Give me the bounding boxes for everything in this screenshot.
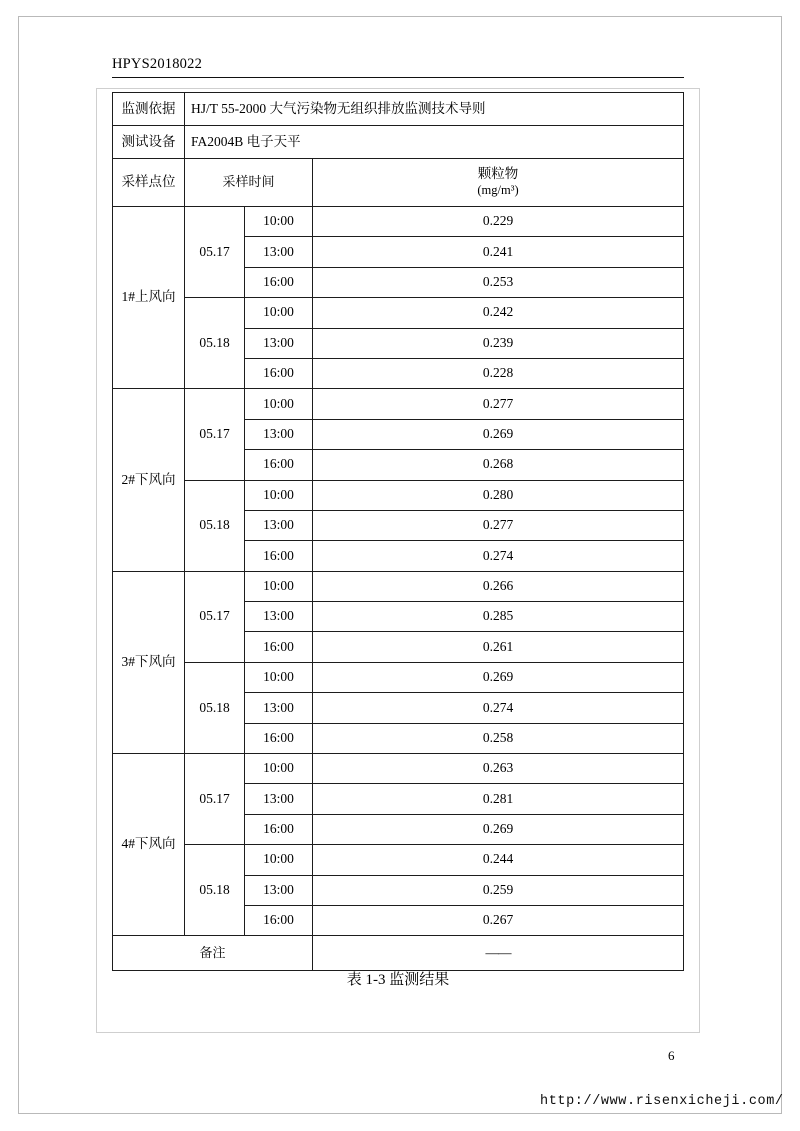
table-row [113, 845, 684, 875]
sample-hour: 16:00 [245, 905, 313, 935]
sample-date: 05.17 [185, 389, 245, 480]
sample-hour: 16:00 [245, 814, 313, 844]
sample-hour: 16:00 [245, 723, 313, 753]
sample-hour: 10:00 [245, 298, 313, 328]
sample-hour: 16:00 [245, 450, 313, 480]
sample-value: 0.285 [313, 602, 684, 632]
sample-value: 0.267 [313, 905, 684, 935]
sample-value: 0.269 [313, 419, 684, 449]
sample-hour: 13:00 [245, 237, 313, 267]
sample-value: 0.277 [313, 510, 684, 540]
sample-hour: 16:00 [245, 267, 313, 297]
sample-value: 0.253 [313, 267, 684, 297]
sample-value: 0.277 [313, 389, 684, 419]
remark-value: —— [313, 936, 684, 971]
sample-hour: 10:00 [245, 571, 313, 601]
sample-date: 05.17 [185, 754, 245, 845]
sample-hour: 13:00 [245, 328, 313, 358]
sample-hour: 10:00 [245, 480, 313, 510]
sample-value: 0.259 [313, 875, 684, 905]
sample-hour: 16:00 [245, 358, 313, 388]
table-row-basis [113, 93, 684, 126]
table-header-row [113, 159, 684, 207]
point-name: 2#下风向 [113, 389, 185, 571]
monitoring-results-table [112, 92, 684, 971]
sample-hour: 10:00 [245, 845, 313, 875]
sample-value: 0.263 [313, 754, 684, 784]
sample-value: 0.269 [313, 814, 684, 844]
sample-value: 0.266 [313, 571, 684, 601]
basis-label: 监测依据 [113, 93, 185, 126]
table-row [113, 298, 684, 328]
sample-value: 0.229 [313, 207, 684, 237]
sample-value: 0.244 [313, 845, 684, 875]
table-row-remark [113, 936, 684, 971]
sample-value: 0.261 [313, 632, 684, 662]
header-divider [112, 77, 684, 78]
document-code: HPYS2018022 [112, 56, 203, 72]
table-body [113, 93, 684, 971]
page-number: 6 [668, 1048, 675, 1063]
table-row [113, 754, 684, 784]
remark-label: 备注 [113, 936, 313, 971]
sample-hour: 16:00 [245, 541, 313, 571]
sample-value: 0.281 [313, 784, 684, 814]
sample-hour: 13:00 [245, 510, 313, 540]
sample-hour: 13:00 [245, 693, 313, 723]
table-row [113, 389, 684, 419]
sample-value: 0.269 [313, 662, 684, 692]
parameter-unit: (mg/m³) [477, 183, 519, 198]
equipment-label: 测试设备 [113, 126, 185, 159]
sample-date: 05.18 [185, 298, 245, 389]
sample-date: 05.18 [185, 480, 245, 571]
sample-hour: 10:00 [245, 662, 313, 692]
sample-value: 0.258 [313, 723, 684, 753]
sample-value: 0.280 [313, 480, 684, 510]
sample-value: 0.228 [313, 358, 684, 388]
sample-hour: 13:00 [245, 875, 313, 905]
sample-hour: 10:00 [245, 389, 313, 419]
table-row [113, 480, 684, 510]
sample-value: 0.268 [313, 450, 684, 480]
sample-date: 05.18 [185, 845, 245, 936]
point-name: 4#下风向 [113, 754, 185, 936]
sample-value: 0.241 [313, 237, 684, 267]
sample-value: 0.274 [313, 541, 684, 571]
header-parameter [313, 159, 684, 207]
table-row-equipment [113, 126, 684, 159]
sample-value: 0.242 [313, 298, 684, 328]
sample-value: 0.274 [313, 693, 684, 723]
sample-date: 05.17 [185, 571, 245, 662]
header-point: 采样点位 [113, 159, 185, 207]
sample-date: 05.18 [185, 662, 245, 753]
basis-value: HJ/T 55-2000 大气污染物无组织排放监测技术导则 [185, 93, 684, 126]
table-row [113, 207, 684, 237]
sample-value: 0.239 [313, 328, 684, 358]
sample-hour: 13:00 [245, 419, 313, 449]
equipment-value: FA2004B 电子天平 [185, 126, 684, 159]
point-name: 1#上风向 [113, 207, 185, 389]
table-caption: 表 1-3 监测结果 [346, 972, 450, 988]
sample-hour: 13:00 [245, 602, 313, 632]
parameter-name: 颗粒物 [477, 166, 519, 182]
header-time: 采样时间 [185, 159, 313, 207]
sample-date: 05.17 [185, 207, 245, 298]
sample-hour: 16:00 [245, 632, 313, 662]
table-row [113, 662, 684, 692]
sample-hour: 13:00 [245, 784, 313, 814]
table-row [113, 571, 684, 601]
watermark-url: http://www.risenxicheji.com/ [540, 1094, 784, 1109]
sample-hour: 10:00 [245, 754, 313, 784]
point-name: 3#下风向 [113, 571, 185, 753]
sample-hour: 10:00 [245, 207, 313, 237]
